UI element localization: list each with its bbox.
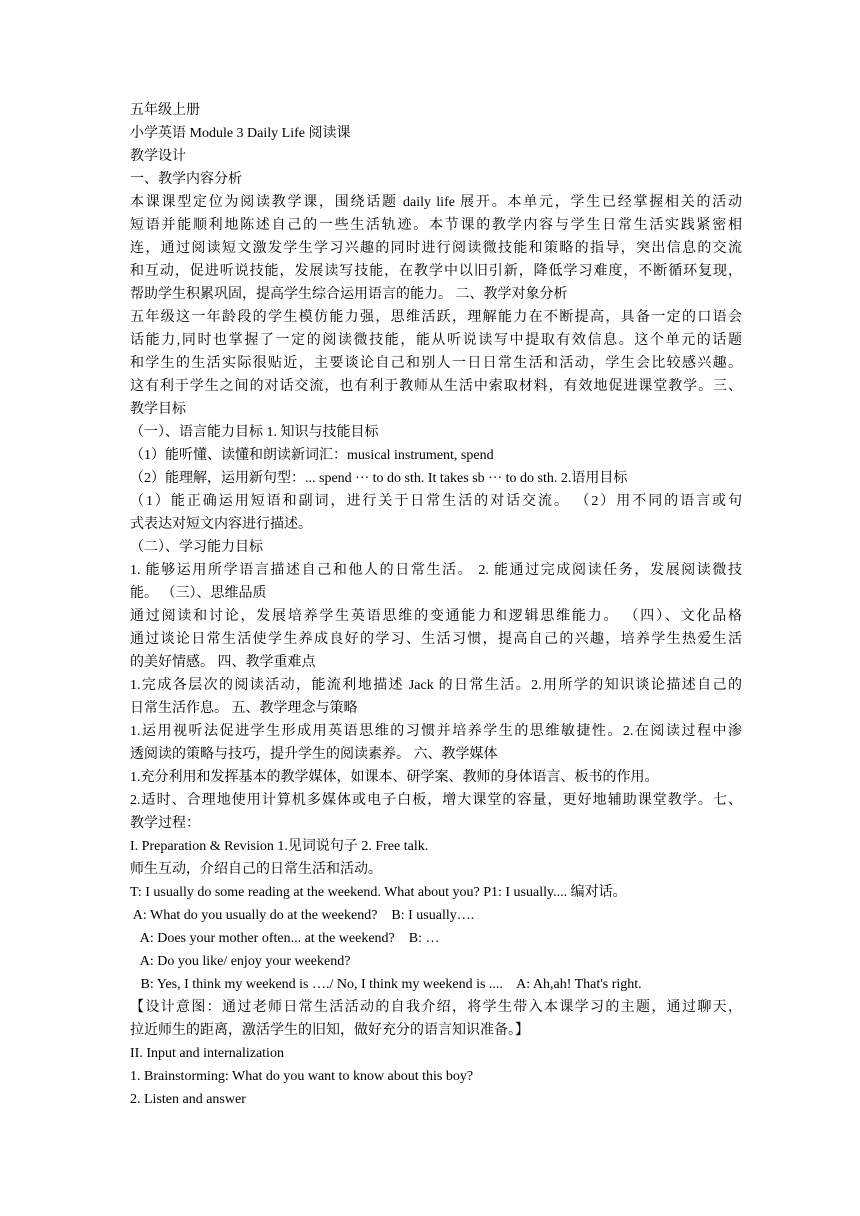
paragraph-line: 1. 能够运用所学语言描述自己和他人的日常生活。 2. 能通过完成阅读任务，发展阅读微技 — [130, 563, 742, 578]
paragraph-line: （1）能听懂、读懂和朗读新词汇：musical instrument, spend — [130, 448, 494, 463]
paragraph-line: 日常生活作息。 五、教学理念与策略 — [130, 701, 358, 716]
grade-heading: 五年级上册 — [130, 103, 200, 118]
paragraph-line: T: I usually do some reading at the weekend. What about you? P1: I usually.... 编对话。 — [130, 885, 627, 900]
paragraph-line: 能。 （三）、思维品质 — [130, 586, 267, 601]
paragraph-line: 2. Listen and answer — [130, 1092, 246, 1107]
paragraph-line: 本课课型定位为阅读教学课，围绕话题 daily life 展开。本单元，学生已经掌握相关的活动 — [130, 195, 742, 210]
section-heading: II. Input and internalization — [130, 1046, 284, 1061]
paragraph-line: 透阅读的策略与技巧，提升学生的阅读素养。 六、教学媒体 — [130, 747, 498, 762]
paragraph-line: （一）、语言能力目标 1. 知识与技能目标 — [130, 425, 379, 440]
paragraph-line: 的美好情感。 四、教学重难点 — [130, 655, 316, 670]
paragraph-line: 话能力,同时也掌握了一定的阅读微技能，能从听说读写中提取有效信息。这个单元的话题 — [130, 333, 742, 348]
paragraph-line: I. Preparation & Revision 1.见词说句子 2. Free talk. — [130, 839, 429, 854]
paragraph-line: 教学目标 — [130, 402, 186, 417]
dialogue-line: B: Yes, I think my weekend is …./ No, I think my weekend is .... A: Ah,ah! That's right. — [130, 977, 642, 992]
dialogue-line: A: What do you usually do at the weekend? B: I usually…. — [130, 908, 475, 923]
paragraph-line: 和互动，促进听说技能，发展读写技能，在教学中以旧引新，降低学习难度，不断循环复现， — [130, 264, 742, 279]
design-heading: 教学设计 — [130, 149, 186, 164]
paragraph-line: 式表达对短文内容进行描述。 — [130, 517, 312, 532]
paragraph-line: 师生互动，介绍自己的日常生活和活动。 — [130, 862, 382, 877]
paragraph-line: （二）、学习能力目标 — [130, 540, 263, 555]
design-intent-line: 【设计意图：通过老师日常生活活动的自我介绍，将学生带入本课学习的主题，通过聊天， — [130, 1000, 742, 1015]
design-intent-line: 拉近师生的距离，激活学生的旧知，做好充分的语言知识准备。】 — [130, 1023, 529, 1038]
paragraph-line: 帮助学生积累巩固，提高学生综合运用语言的能力。 二、教学对象分析 — [130, 287, 568, 302]
paragraph-line: 1.运用视听法促进学生形成用英语思维的习惯并培养学生的思维敏捷性。2.在阅读过程中渗 — [130, 724, 742, 739]
course-title: 小学英语 Module 3 Daily Life 阅读课 — [130, 126, 351, 141]
paragraph-line: 连，通过阅读短文激发学生学习兴趣的同时进行阅读微技能和策略的指导，突出信息的交流 — [130, 241, 742, 256]
dialogue-line: A: Does your mother often... at the weekend? B: … — [130, 931, 440, 946]
paragraph-line: （2）能理解，运用新句型：... spend ··· to do sth. It takes sb ··· to do sth. 2.语用目标 — [130, 471, 628, 486]
paragraph-line: 1.完成各层次的阅读活动，能流利地描述 Jack 的日常生活。2.用所学的知识谈论描述自己的 — [130, 678, 742, 693]
dialogue-line: A: Do you like/ enjoy your weekend? — [130, 954, 351, 969]
paragraph-line: 2.适时、合理地使用计算机多媒体或电子白板，增大课堂的容量，更好地辅助课堂教学。七、 — [130, 793, 742, 808]
paragraph-line: 教学过程： — [130, 816, 200, 831]
paragraph-line: 短语并能顺利地陈述自己的一些生活轨迹。本节课的教学内容与学生日常生活实践紧密相 — [130, 218, 742, 233]
paragraph-line: 五年级这一年龄段的学生模仿能力强，思维活跃，理解能力在不断提高，具备一定的口语会 — [130, 310, 742, 325]
paragraph-line: 这有利于学生之间的对话交流，也有利于教师从生活中索取材料，有效地促进课堂教学。三、 — [130, 379, 742, 394]
section-heading: 一、教学内容分析 — [130, 172, 242, 187]
paragraph-line: 1.充分利用和发挥基本的教学媒体，如课本、研学案、教师的身体语言、板书的作用。 — [130, 770, 659, 785]
paragraph-line: （1）能正确运用短语和副词，进行关于日常生活的对话交流。 （2）用不同的语言或句 — [130, 494, 742, 509]
paragraph-line: 通过谈论日常生活使学生养成良好的学习、生活习惯，提高自己的兴趣，培养学生热爱生活 — [130, 632, 742, 647]
paragraph-line: 1. Brainstorming: What do you want to know about this boy? — [130, 1069, 474, 1084]
paragraph-line: 通过阅读和讨论，发展培养学生英语思维的变通能力和逻辑思维能力。 （四）、文化品格 — [130, 609, 742, 624]
paragraph-line: 和学生的生活实际很贴近，主要谈论自己和别人一日日常生活和活动，学生会比较感兴趣。 — [130, 356, 742, 371]
